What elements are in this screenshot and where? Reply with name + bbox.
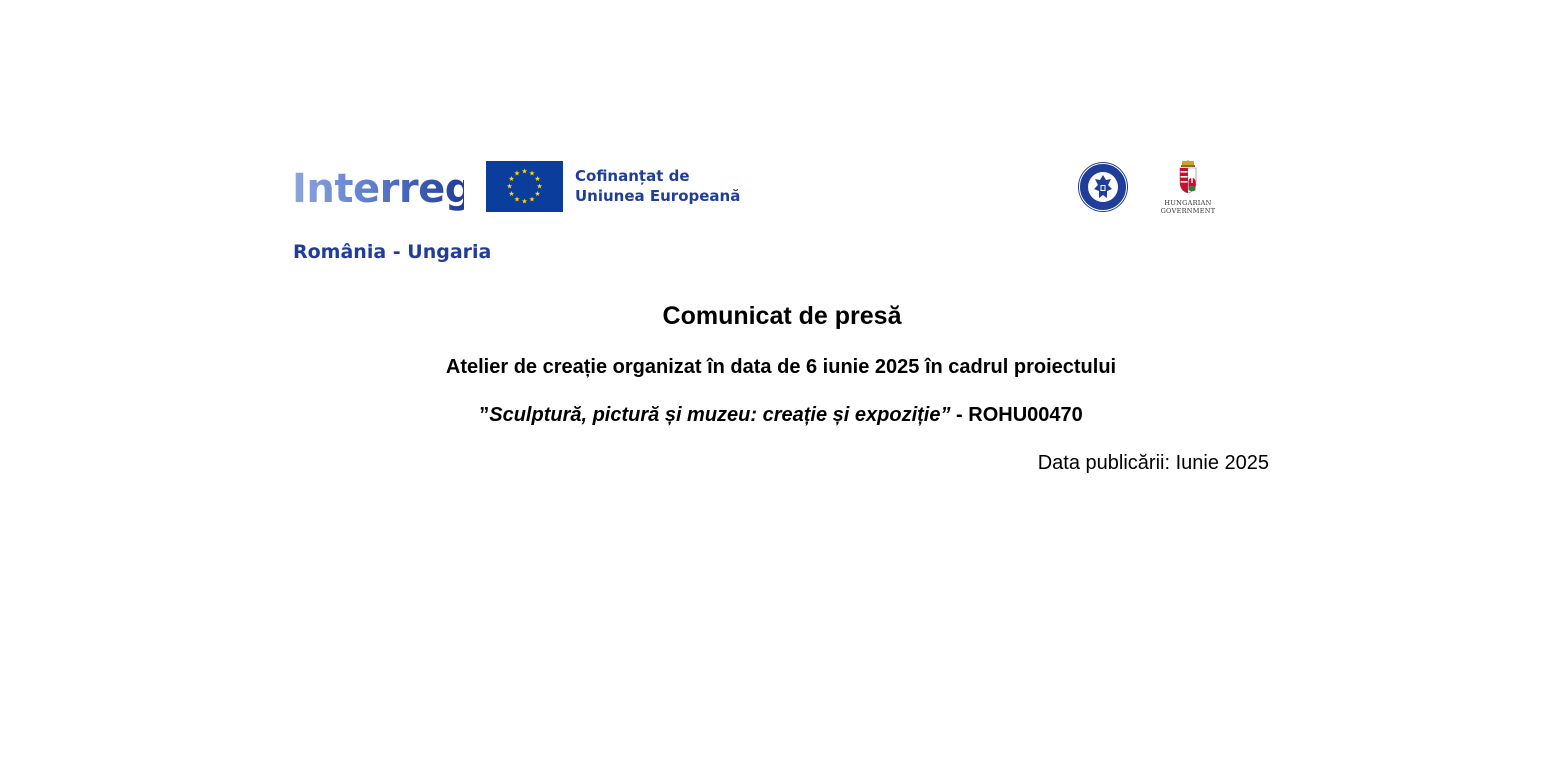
svg-text:★: ★ bbox=[521, 197, 528, 206]
publication-date: Data publicării: Iunie 2025 bbox=[1037, 452, 1269, 474]
project-line bbox=[0, 402, 1541, 428]
svg-text:★: ★ bbox=[513, 195, 521, 204]
hu-gov-caption-line1: HUNGARIAN bbox=[1164, 199, 1212, 207]
hu-gov-caption-line2: GOVERNMENT bbox=[1160, 207, 1216, 215]
eu-caption-line2: Uniunea Europeană bbox=[575, 187, 741, 205]
svg-text:★: ★ bbox=[506, 182, 513, 191]
interreg-wordmark: Interreg bbox=[292, 166, 473, 212]
svg-text:★: ★ bbox=[513, 169, 521, 178]
romanian-government-seal-icon bbox=[1077, 161, 1129, 213]
svg-text:★: ★ bbox=[521, 167, 528, 176]
svg-text:★: ★ bbox=[536, 182, 543, 191]
project-name: Sculptură, pictură și muzeu: creație și expoziție” bbox=[489, 404, 951, 426]
svg-text:★: ★ bbox=[528, 169, 536, 178]
hungarian-government-logo bbox=[1158, 160, 1218, 216]
hungarian-coat-of-arms-icon bbox=[1177, 160, 1199, 194]
eu-caption-line1: Cofinanțat de bbox=[575, 167, 690, 185]
eu-cofinancing-caption bbox=[575, 166, 740, 206]
program-region-label: România - Ungaria bbox=[293, 241, 492, 263]
svg-text:★: ★ bbox=[508, 175, 515, 183]
project-quote-open: ” bbox=[479, 404, 490, 426]
page-title: Comunicat de presă bbox=[662, 302, 902, 330]
subtitle: Atelier de creație organizat în data de 6 iunie 2025 în cadrul proiectului bbox=[445, 356, 1117, 378]
interreg-logo bbox=[292, 164, 473, 214]
svg-text:★: ★ bbox=[508, 190, 515, 198]
svg-text:★: ★ bbox=[534, 190, 541, 198]
svg-text:★: ★ bbox=[534, 175, 541, 183]
project-code: - ROHU00470 bbox=[950, 404, 1083, 426]
eu-flag-icon bbox=[486, 161, 563, 212]
svg-text:★: ★ bbox=[528, 195, 536, 204]
